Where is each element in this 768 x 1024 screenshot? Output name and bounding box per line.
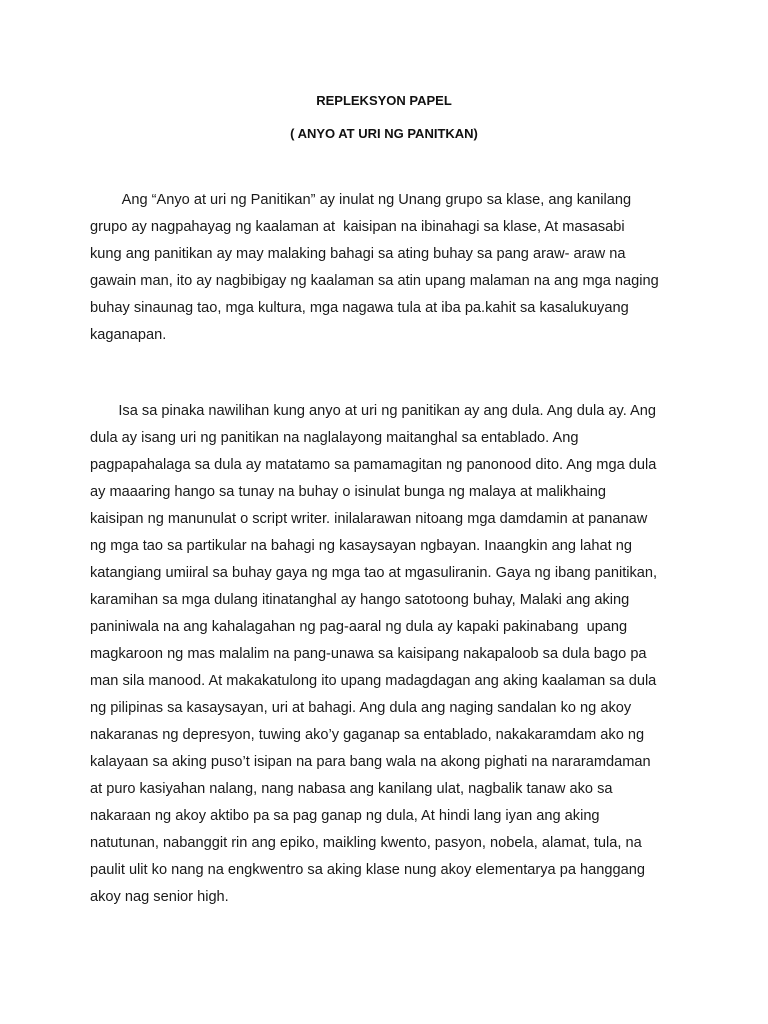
paragraph-line: nakaraan ng akoy aktibo pa sa pag ganap ng dula, At hindi lang iyan ang aking [90,808,600,824]
paragraph-line: paulit ulit ko nang na engkwentro sa aking klase nung akoy elementarya pa hanggang [90,862,645,878]
document-title: REPLEKSYON PAPEL [316,93,452,108]
paragraph-line: Isa sa pinaka nawilihan kung anyo at uri ng panitikan ay ang dula. Ang dula ay. Ang [90,403,657,419]
paragraph-line: ng pilipinas sa kasaysayan, uri at bahagi. Ang dula ang naging sandalan ko ng akoy [90,700,632,716]
paragraph-2 [90,398,657,911]
paragraph-line: paniniwala na ang kahalagahan ng pag-aaral ng dula ay kapaki pakinabang upang [90,619,628,635]
paragraph-line: kaisipan ng manunulat o script writer. inilalarawan nitoang mga damdamin at pananaw [90,511,648,527]
paragraph-line: buhay sinaunag tao, mga kultura, mga nagawa tula at iba pa.kahit sa kasalukuyang [90,300,629,316]
document-subtitle: ( ANYO AT URI NG PANITKAN) [290,126,478,141]
paragraph-line: pagpapahalaga sa dula ay matatamo sa pamamagitan ng panonood dito. Ang mga dula [90,457,657,473]
paragraph-line: kaganapan. [90,327,167,343]
paragraph-line: kalayaan sa aking puso’t isipan na para bang wala na akong pighati na nararamdaman [90,754,651,770]
paragraph-line: katangiang umiiral sa buhay gaya ng mga tao at mgasuliranin. Gaya ng ibang panitikan, [90,565,658,581]
paragraph-line: grupo ay nagpahayag ng kaalaman at kaisipan na ibinahagi sa klase, At masasabi [90,219,625,235]
paragraph-line: dula ay isang uri ng panitikan na naglalayong maitanghal sa entablado. Ang [90,430,579,446]
paragraph-line: karamihan sa mga dulang itinatanghal ay hango satotoong buhay, Malaki ang aking [90,592,630,608]
paragraph-line: Ang “Anyo at uri ng Panitikan” ay inulat ng Unang grupo sa klase, ang kanilang [90,192,632,208]
paragraph-1 [90,187,659,349]
paragraph-line: ng mga tao sa partikular na bahagi ng kasaysayan ngbayan. Inaangkin ang lahat ng [90,538,632,554]
paragraph-line: natutunan, nabanggit rin ang epiko, maikling kwento, pasyon, nobela, alamat, tula, na [90,835,642,851]
paragraph-line: nakaranas ng depresyon, tuwing ako’y gaganap sa entablado, nakakaramdam ako ng [90,727,645,743]
paragraph-line: magkaroon ng mas malalim na pang-unawa sa kaisipang nakapaloob sa dula bago pa [90,646,647,662]
paragraph-line: at puro kasiyahan nalang, nang nabasa ang kanilang ulat, nagbalik tanaw ako sa [90,781,613,797]
paragraph-line: gawain man, ito ay nagbibigay ng kaalaman sa atin upang malaman na ang mga naging [90,273,659,289]
paragraph-line: akoy nag senior high. [90,889,229,905]
paragraph-line: man sila manood. At makakatulong ito upang madagdagan ang aking kaalaman sa dula [90,673,657,689]
paragraph-line: kung ang panitikan ay may malaking bahagi sa ating buhay sa pang araw- araw na [90,246,626,262]
paragraph-line: ay maaaring hango sa tunay na buhay o isinulat bunga ng malaya at malikhaing [90,484,606,500]
